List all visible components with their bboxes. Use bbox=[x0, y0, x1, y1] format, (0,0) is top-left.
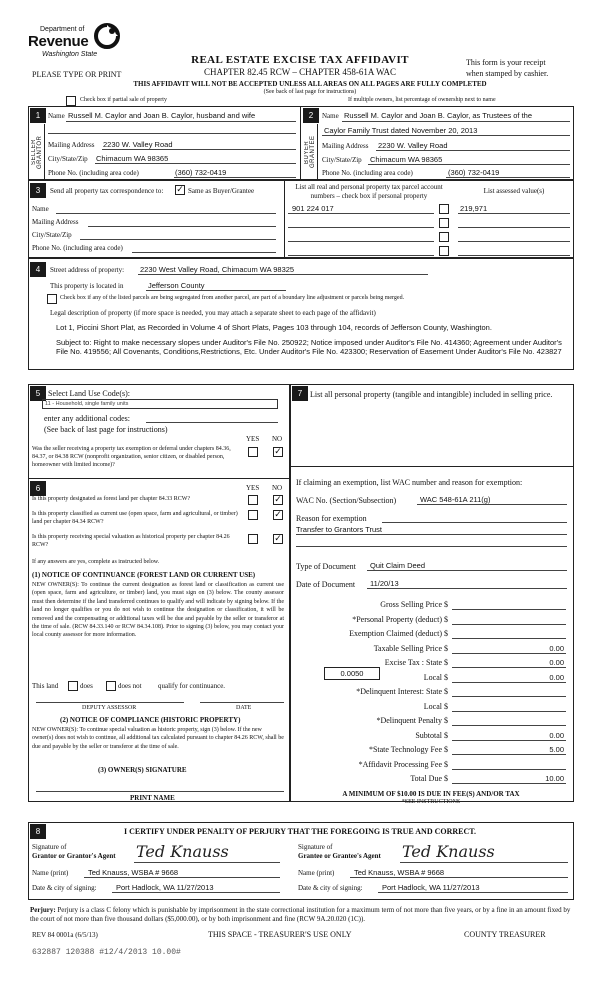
land-use-value: 11 - Household, single family units bbox=[45, 401, 129, 407]
parcel-number[interactable]: 901 224 017 bbox=[292, 204, 334, 213]
claim-exemption-label: If claiming an exemption, list WAC number and reason for exemption: bbox=[296, 478, 523, 487]
parcel-header: List all real and personal property tax parcel account numbers – check box if personal property bbox=[295, 183, 443, 200]
form-title: REAL ESTATE EXCISE TAX AFFIDAVIT bbox=[191, 54, 409, 66]
doc-date-label: Date of Document bbox=[296, 580, 356, 589]
doc-type[interactable]: Quit Claim Deed bbox=[370, 561, 426, 570]
seller-mailing[interactable]: 2230 W. Valley Road bbox=[103, 140, 173, 149]
buyer-city[interactable]: Chimacum WA 98365 bbox=[370, 155, 443, 164]
multiple-owners-note: If multiple owners, list percentage of ownership next to name bbox=[348, 97, 496, 103]
land-use-select[interactable] bbox=[42, 399, 278, 409]
grantee-signature[interactable]: Ted Knauss bbox=[402, 842, 495, 861]
seller-side-label: SELLER GRANTOR bbox=[31, 135, 43, 169]
grantee-sig-label2: Grantee or Grantee's Agent bbox=[298, 852, 381, 860]
send-correspondence-label: Send all property tax correspondence to: bbox=[50, 187, 164, 195]
if-yes-note: If any answers are yes, complete as instructed below. bbox=[32, 559, 160, 565]
tax-row-line bbox=[452, 740, 566, 741]
historic-no-checkbox[interactable]: ✓ bbox=[274, 534, 282, 544]
buyer-name-line1[interactable]: Russell M. Caylor and Joan B. Caylor, as Trustees of the bbox=[344, 111, 533, 120]
parcel-1-personal-checkbox[interactable] bbox=[439, 204, 449, 214]
located-label: This property is located in bbox=[50, 282, 124, 290]
perjury-notice bbox=[30, 906, 576, 924]
tax-row-line bbox=[452, 667, 566, 668]
corr-mailing-label: Mailing Address bbox=[32, 218, 79, 226]
current-use-no-checkbox[interactable]: ✓ bbox=[274, 510, 282, 520]
perjury-text: Perjury is a class C felony which is punishable by imprisonment in the state correctional institution for a maximum term of not more than five years, or by a fine in an amount fixed by the court of not more than five thousand dollars ($5,000.00), or by both imprisonment and fine (RCW 9A.20.020 (1C)). bbox=[30, 906, 571, 923]
current-use-yes-checkbox[interactable] bbox=[248, 510, 258, 520]
tax-row-line bbox=[452, 624, 566, 625]
does-checkbox[interactable] bbox=[68, 681, 78, 691]
street-label: Street address of property: bbox=[50, 266, 125, 274]
tax-row-line bbox=[452, 711, 566, 712]
parcel-2-personal-checkbox[interactable] bbox=[439, 218, 449, 228]
s6-no-header: NO bbox=[272, 484, 283, 492]
tax-row-label: Subtotal $ bbox=[415, 730, 448, 740]
see-back-line: (See back of last page for instructions) bbox=[263, 89, 357, 95]
tax-row-label: Taxable Selling Price $ bbox=[373, 643, 448, 653]
treasurer-space-label: THIS SPACE - TREASURER'S USE ONLY bbox=[208, 930, 352, 939]
receipt-line2: when stamped by cashier. bbox=[466, 69, 549, 78]
county-treasurer-label: COUNTY TREASURER bbox=[464, 930, 546, 939]
corr-city-label: City/State/Zip bbox=[32, 231, 72, 239]
print-name-label: PRINT NAME bbox=[130, 794, 175, 802]
assessor-date-label: DATE bbox=[236, 705, 252, 711]
historic-yes-checkbox[interactable] bbox=[248, 534, 258, 544]
tax-row-label: Exemption Claimed (deduct) $ bbox=[349, 629, 448, 638]
exemption-question: Was the seller receiving a property tax exemption or deferral under chapters 84.36, 84.37, or 84.38 RCW (nonprofit organization, senior citizen, or disabled person, homeowner with limited income)? bbox=[32, 446, 231, 468]
doc-date[interactable]: 11/20/13 bbox=[370, 579, 399, 588]
tax-row-label: *Affidavit Processing Fee $ bbox=[358, 759, 448, 769]
buyer-mailing[interactable]: 2230 W. Valley Road bbox=[378, 141, 448, 150]
dor-logo bbox=[16, 20, 126, 66]
local-rate: 0.0050 bbox=[340, 669, 364, 678]
tax-row-label: Excise Tax : State $ bbox=[384, 658, 448, 667]
grantor-sig-label2: Grantor or Grantor's Agent bbox=[32, 852, 116, 860]
certify-statement: I CERTIFY UNDER PENALTY OF PERJURY THAT THE FOREGOING IS TRUE AND CORRECT. bbox=[124, 827, 477, 836]
tax-row-line bbox=[452, 682, 566, 683]
revenue-logo-icon bbox=[94, 23, 120, 49]
grantee-print-name[interactable]: Ted Knauss, WSBA # 9668 bbox=[354, 868, 445, 877]
tax-row-label: Total Due $ bbox=[410, 774, 448, 783]
section-8-number: 8 bbox=[30, 824, 46, 839]
seller-city[interactable]: Chimacum WA 98365 bbox=[96, 154, 169, 163]
grantor-signature[interactable]: Ted Knauss bbox=[136, 842, 229, 861]
exemption-yes-checkbox[interactable] bbox=[248, 447, 258, 457]
parcel-4-personal-checkbox[interactable] bbox=[439, 246, 449, 256]
tax-row-label: Local $ bbox=[423, 701, 448, 711]
doc-type-label: Type of Document bbox=[296, 562, 356, 571]
grantee-date-label: Date & city of signing: bbox=[298, 884, 363, 892]
deputy-assessor-label: DEPUTY ASSESSOR bbox=[82, 705, 137, 711]
buyer-phone[interactable]: (360) 732-0419 bbox=[448, 168, 500, 177]
section-6-number: 6 bbox=[30, 481, 46, 496]
this-land-label: This land bbox=[32, 682, 59, 690]
section-1-number: 1 bbox=[30, 108, 46, 123]
tax-row-line bbox=[452, 653, 566, 654]
wac-number[interactable]: WAC 548-61A 211(g) bbox=[420, 495, 491, 504]
personal-property-label: List all personal property (tangible and intangible) included in selling price. bbox=[310, 390, 553, 399]
tax-row-value[interactable]: 5.00 bbox=[549, 745, 564, 754]
s5-yes-header: YES bbox=[246, 435, 260, 443]
grantor-name-label: Name (print) bbox=[32, 869, 69, 877]
tax-row-line bbox=[452, 754, 566, 755]
tax-row-value[interactable]: 0.00 bbox=[549, 672, 564, 682]
notice1-body: NEW OWNER(S): To continue the current designation as forest land or classification as current use (open space, farm and agriculture, or timber) land, you must sign on (3) below. The county assessor must then determine if the land transferred continues to qualify and will indicate by signing below. If the land no longer qualifies or you do not wish to continue the designation or classification, it will be removed and the compensating or additional taxes will be due and payable by the seller or transferor at the time of sale. (RCW 84.33.140 or RCW 84.34.108). Prior to signing (3) below, you may contact your local county assessor for more information. bbox=[32, 582, 284, 639]
section-4-number: 4 bbox=[30, 262, 46, 277]
section-2-number: 2 bbox=[303, 108, 319, 123]
tax-row-value[interactable]: 10.00 bbox=[545, 774, 564, 783]
please-type: PLEASE TYPE OR PRINT bbox=[32, 70, 122, 79]
tax-row-label: *Personal Property (deduct) $ bbox=[352, 614, 448, 624]
section-7-number: 7 bbox=[292, 386, 308, 401]
chapter-line: CHAPTER 82.45 RCW – CHAPTER 458-61A WAC bbox=[204, 67, 396, 77]
logo-dept: Department of bbox=[40, 26, 85, 33]
tax-row-label: *Delinquent Interest: State $ bbox=[356, 687, 448, 696]
s6-yes-header: YES bbox=[246, 484, 260, 492]
forest-question: Is this property designated as forest land per chapter 84.33 RCW? bbox=[32, 496, 191, 502]
legal-description[interactable]: Lot 1, Piccini Short Plat, as Recorded in Volume 4 of Short Plats, Pages 103 through 104, records of Jefferson County, Washington. bbox=[56, 323, 492, 332]
perjury-label: Perjury: bbox=[30, 906, 56, 914]
buyer-side-label: BUYER GRANTEE bbox=[304, 135, 316, 169]
tax-row-line bbox=[452, 783, 566, 784]
grantor-print-name[interactable]: Ted Knauss, WSBA # 9668 bbox=[88, 868, 179, 877]
tax-row-label: *Delinquent Penalty $ bbox=[376, 716, 448, 725]
does-label: does bbox=[80, 682, 93, 690]
notice2-body: NEW OWNER(S): To continue special valuation as historic property, sign (3) below. If the new owner(s) does not wish to continue, all additional tax calculated pursuant to chapter 84.26 RCW, shall be due and payable by the seller or transferor at the time of sale. bbox=[32, 727, 284, 750]
does-not-checkbox[interactable] bbox=[106, 681, 116, 691]
forest-yes-checkbox[interactable] bbox=[248, 495, 258, 505]
form-revision: REV 84 0001a (6/5/13) bbox=[32, 931, 98, 939]
exemption-reason[interactable]: Transfer to Grantors Trust bbox=[296, 525, 382, 534]
grantee-sig-label1: Signature of bbox=[298, 843, 333, 851]
property-county[interactable]: Jefferson County bbox=[148, 281, 205, 290]
corr-phone-label: Phone No. (including area code) bbox=[32, 244, 123, 252]
corr-name-label: Name bbox=[32, 205, 49, 213]
partial-sale-checkbox[interactable] bbox=[66, 96, 76, 106]
property-street[interactable]: 2230 West Valley Road, Chimacum WA 98325 bbox=[140, 265, 295, 274]
section-5-number: 5 bbox=[30, 386, 46, 401]
notice1-title: (1) NOTICE OF CONTINUANCE (FOREST LAND OR CURRENT USE) bbox=[32, 571, 256, 579]
logo-state: Washington State bbox=[42, 51, 98, 58]
historic-question: Is this property receiving special valuation as historical property per chapter 84.26 RCW? bbox=[32, 534, 230, 548]
grantee-date-city[interactable]: Port Hadlock, WA 11/27/2013 bbox=[382, 883, 480, 892]
same-as-buyer-label: Same as Buyer/Grantee bbox=[188, 187, 255, 195]
current-use-question: Is this property classified as current use (open space, farm and agricultural, or timber) land per chapter 84.34 RCW? bbox=[32, 511, 238, 525]
s5-no-header: NO bbox=[272, 435, 283, 443]
subject-to[interactable]: Subject to: Right to make necessary slopes under Auditor's File No. 250922; Notice imposed under Auditor's File No. 414360; Agreement under Auditor's File No. 419556; All Covenants, Conditions,Restrictions, Etc. Under Auditor's File No. 423300; Reservation of Easement Under Auditor's File No. 423827 bbox=[56, 338, 562, 356]
tax-row-value[interactable]: 0.00 bbox=[549, 643, 564, 653]
grantor-sig-label1: Signature of bbox=[32, 843, 67, 851]
land-use-see-back: (See back of last page for instructions) bbox=[44, 425, 168, 434]
seller-phone[interactable]: (360) 732-0419 bbox=[175, 168, 227, 177]
tax-row-value[interactable]: 0.00 bbox=[549, 730, 564, 740]
forest-no-checkbox[interactable]: ✓ bbox=[274, 495, 282, 505]
tax-row-label: Gross Selling Price $ bbox=[380, 600, 448, 609]
tax-row-line bbox=[452, 609, 566, 610]
partial-sale-label: Check box if partial sale of property bbox=[80, 97, 167, 103]
grantor-date-city[interactable]: Port Hadlock, WA 11/27/2013 bbox=[116, 883, 214, 892]
warning-line: THIS AFFIDAVIT WILL NOT BE ACCEPTED UNLESS ALL AREAS ON ALL PAGES ARE FULLY COMPLETED bbox=[133, 80, 487, 88]
exemption-no-checkbox[interactable]: ✓ bbox=[274, 447, 282, 457]
legal-label: Legal description of property (if more space is needed, you may attach a separate sheet to each page of the affidavit) bbox=[50, 309, 376, 317]
parcel-3-personal-checkbox[interactable] bbox=[439, 232, 449, 242]
same-as-buyer-checkbox[interactable]: ✓ bbox=[176, 185, 184, 195]
buyer-mailing-label: Mailing Address bbox=[322, 142, 369, 150]
tax-row-line bbox=[452, 769, 566, 770]
section-3-number: 3 bbox=[30, 183, 46, 198]
segregated-checkbox[interactable] bbox=[47, 294, 57, 304]
grantor-date-label: Date & city of signing: bbox=[32, 884, 97, 892]
local-rate-box[interactable] bbox=[324, 667, 380, 680]
tax-row-label: *State Technology Fee $ bbox=[368, 745, 448, 754]
buyer-city-label: City/State/Zip bbox=[322, 156, 362, 164]
tax-row-line bbox=[452, 725, 566, 726]
treasurer-stamp: 632887 120388 #12/4/2013 10.00# bbox=[32, 948, 181, 957]
seller-name-label: Name bbox=[48, 112, 65, 120]
tax-row-value[interactable]: 0.00 bbox=[549, 658, 564, 667]
tax-row-line bbox=[452, 696, 566, 697]
logo-revenue: Revenue bbox=[28, 33, 89, 50]
owner-signature-label: (3) OWNER(S) SIGNATURE bbox=[98, 766, 187, 774]
land-use-label: Select Land Use Code(s): bbox=[48, 389, 130, 398]
additional-codes-label: enter any additional codes: bbox=[44, 414, 130, 423]
see-instructions-note: *SEE INSTRUCTIONS bbox=[401, 799, 461, 805]
assessed-header: List assessed value(s) bbox=[483, 187, 545, 195]
notice2-title: (2) NOTICE OF COMPLIANCE (HISTORIC PROPERTY) bbox=[60, 716, 241, 724]
assessed-value[interactable]: 219,971 bbox=[460, 204, 488, 213]
seller-city-label: City/State/Zip bbox=[48, 155, 88, 163]
grantee-name-label: Name (print) bbox=[298, 869, 335, 877]
wac-label: WAC No. (Section/Subsection) bbox=[296, 496, 397, 505]
qualify-label: qualify for continuance. bbox=[158, 682, 226, 690]
minimum-due-note: A MINIMUM OF $10.00 IS DUE IN FEE(S) AND/OR TAX bbox=[342, 790, 520, 798]
receipt-line1: This form is your receipt bbox=[466, 58, 546, 67]
seller-mailing-label: Mailing Address bbox=[48, 141, 95, 149]
seller-name[interactable]: Russell M. Caylor and Joan B. Caylor, husband and wife bbox=[68, 111, 256, 120]
tax-row-line bbox=[452, 638, 566, 639]
tax-row-label: Local $ bbox=[423, 672, 448, 682]
buyer-name-label: Name bbox=[322, 112, 339, 120]
seller-phone-label: Phone No. (including area code) bbox=[48, 169, 139, 177]
segregated-label: Check box if any of the listed parcels are being segregated from another parcel, are part of a boundary line adjustment or parcels being merged. bbox=[60, 295, 405, 301]
buyer-name-line2[interactable]: Caylor Family Trust dated November 20, 2013 bbox=[324, 126, 478, 135]
does-not-label: does not bbox=[118, 682, 142, 690]
reason-label: Reason for exemption bbox=[296, 514, 367, 523]
buyer-phone-label: Phone No. (including area code) bbox=[322, 169, 413, 177]
